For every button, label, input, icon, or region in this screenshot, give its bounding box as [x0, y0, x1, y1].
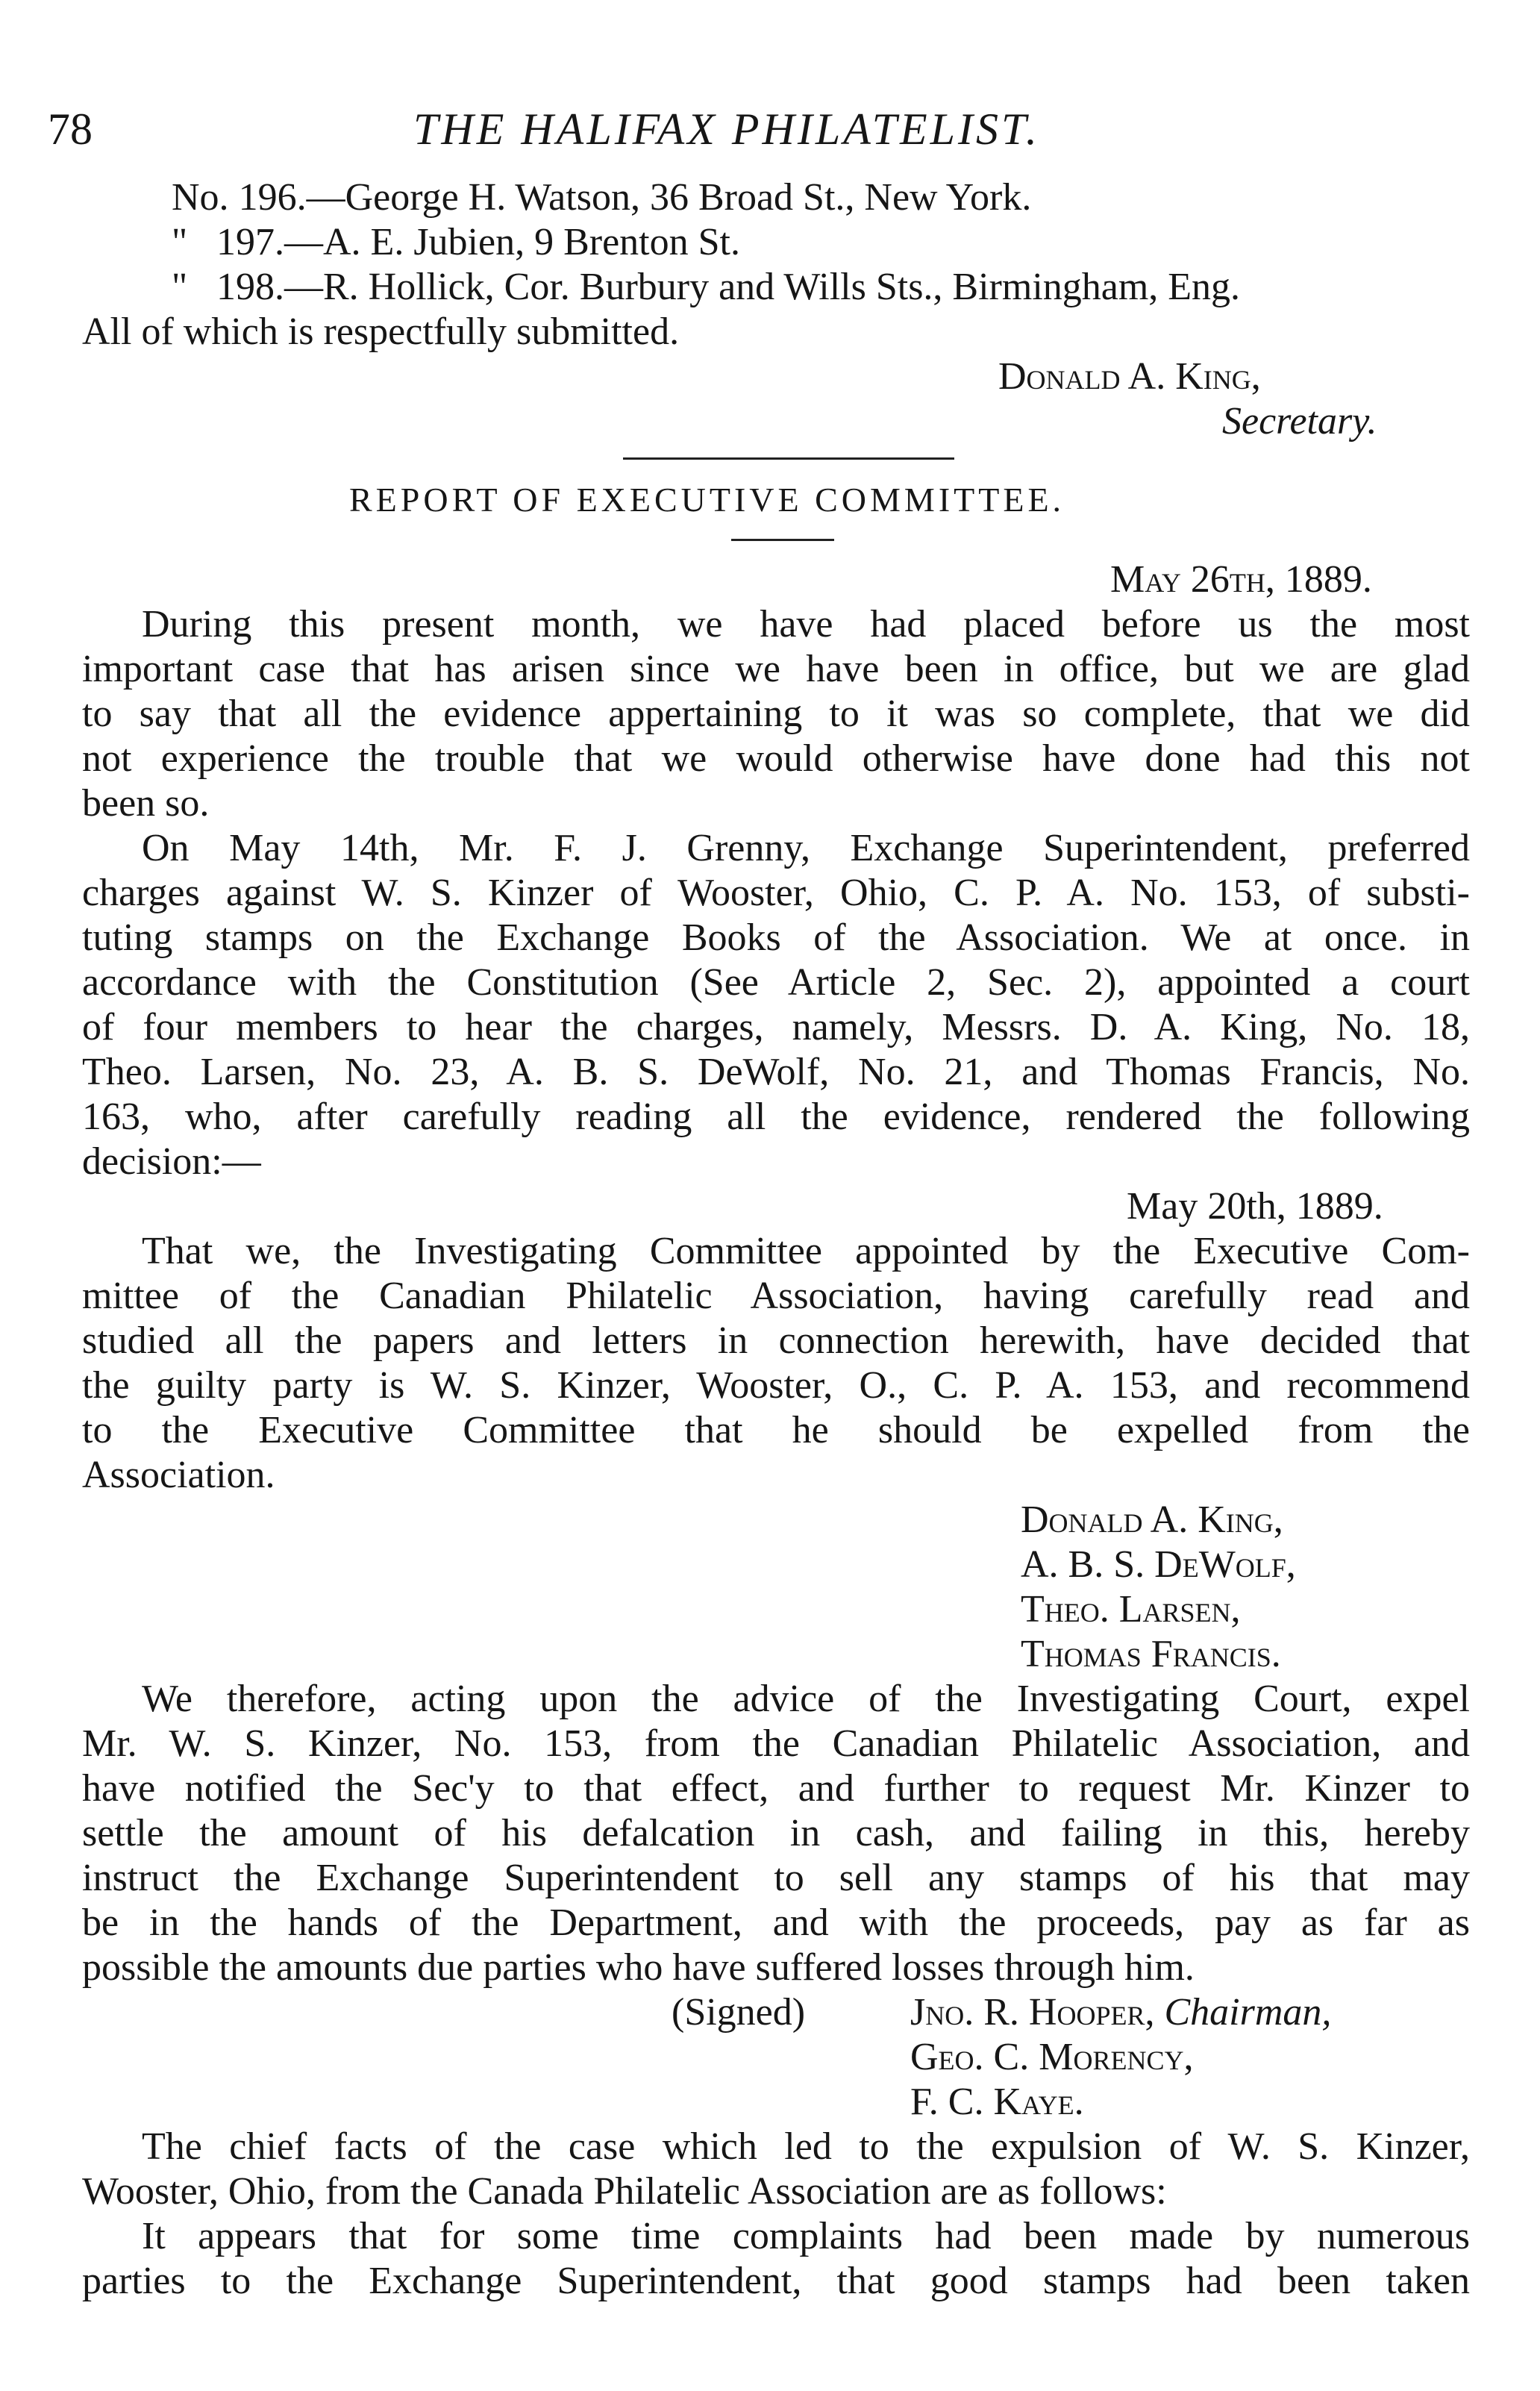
page-number: 78 [48, 104, 93, 154]
report-date: May 26th, 1889. [1110, 558, 1372, 601]
secretary-title: Secretary. [1222, 400, 1377, 443]
paragraph-1: During this present month, we have had placed before us the most important case that has arisen since we have been in office, but we are glad to say that all the evidence appertaining to it was so complete, that we did not experience the trouble that we would otherwise have done had this not been so. [82, 603, 1470, 825]
signatory: Geo. C. Morency, [910, 2036, 1194, 2078]
chairman-title: Chairman, [1164, 1991, 1332, 2034]
section-divider [623, 457, 954, 460]
running-head: THE HALIFAX PHILATELIST. [413, 104, 1040, 154]
secretary-name: Donald A. King, [998, 355, 1261, 398]
member-entry: " 197.—A. E. Jubien, 9 Brenton St. [172, 221, 740, 263]
signatory: F. C. Kaye. [910, 2081, 1084, 2123]
signatory: Theo. Larsen, [1021, 1588, 1241, 1631]
signatory: A. B. S. DeWolf, [1021, 1543, 1296, 1586]
paragraph-5: The chief facts of the case which led to the expulsion of W. S. Kinzer, Wooster, Ohio, from the Canada Philatelic Association are as follows: [82, 2125, 1470, 2213]
chairman-name: Jno. R. Hooper, [910, 1991, 1155, 2034]
closing-line: All of which is respectfully submitted. [82, 310, 680, 353]
decision-date: May 20th, 1889. [1127, 1185, 1383, 1228]
paragraph-4: We therefore, acting upon the advice of the Investigating Court, expel Mr. W. S. Kinzer, No. 153, from the Canadian Philatelic Association, and have notified the Sec'y to that effect, and further to request Mr. Kinzer to settle the amount of his defalcation in cash, and failing in this, hereby instruct the Exchange Superintendent to sell any stamps of his that may be in the hands of the Department, and with the proceeds, pay as far as possible the amounts due parties who have suffered losses through him. [82, 1678, 1470, 1989]
member-entry: " 198.—R. Hollick, Cor. Burbury and Wills Sts., Birmingham, Eng. [172, 266, 1241, 308]
paragraph-2: On May 14th, Mr. F. J. Grenny, Exchange Superintendent, preferred charges against W. S. Kinzer of Wooster, Ohio, C. P. A. No. 153, of substi- tuting stamps on the Exchange Books of the Association. We at once. in accordance with the Constitution (See Article 2, Sec. 2), appointed a court of four members to hear the charges, namely, Messrs. D. A. King, No. 18, Theo. Larsen, No. 23, A. B. S. DeWolf, No. 21, and Thomas Francis, No. 163, who, after carefully reading all the evidence, rendered the following decision:— [82, 827, 1470, 1183]
signatory: Thomas Francis. [1021, 1633, 1281, 1675]
investigator-signatures [82, 1498, 1470, 1677]
section-heading: REPORT OF EXECUTIVE COMMITTEE. [349, 481, 1065, 519]
page-header [48, 96, 1465, 163]
committee-signatures [82, 1990, 1470, 2125]
signatory: Donald A. King, [1021, 1498, 1283, 1541]
member-list [82, 175, 1470, 310]
signed-label: (Signed) [672, 1991, 806, 2034]
paragraph-6: It appears that for some time complaints had been made by numerous parties to the Exchange Superintendent, that good stamps had been taken [82, 2215, 1470, 2302]
page-body [82, 175, 1470, 2304]
heading-rule [731, 539, 834, 541]
member-entry: No. 196.—George H. Watson, 36 Broad St., New York. [172, 176, 1032, 219]
paragraph-3: That we, the Investigating Committee appointed by the Executive Com- mittee of the Canadian Philatelic Association, having carefully read and studied all the papers and letters in connection herewith, have decided that the guilty party is W. S. Kinzer, Wooster, O., C. P. A. 153, and recommend to the Executive Committee that he should be expelled from the Association. [82, 1230, 1470, 1496]
